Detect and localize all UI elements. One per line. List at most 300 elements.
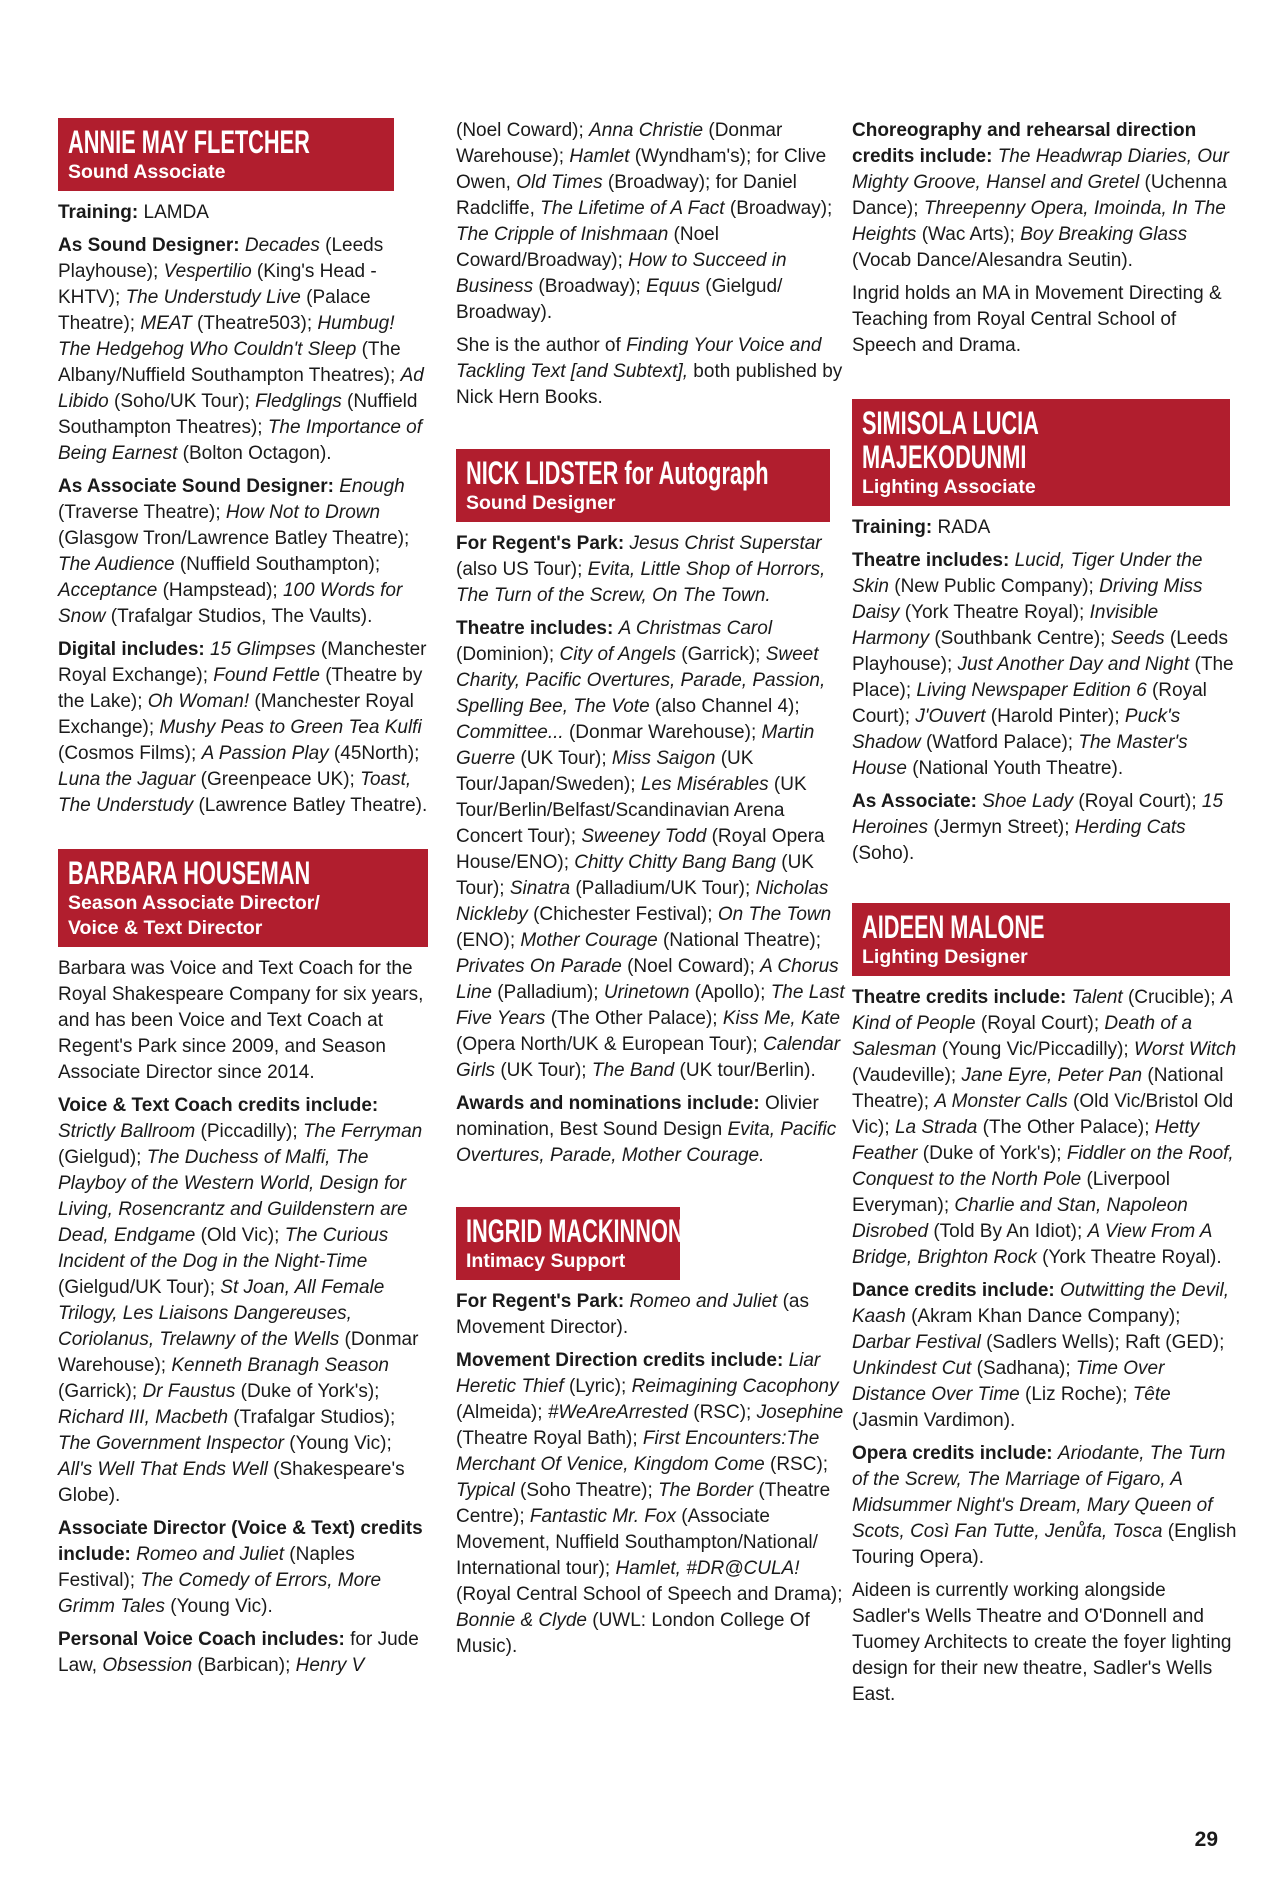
work-title: Invisible Harmony [852,602,1159,649]
profile-role: Season Associate Director/ [68,892,320,914]
credit-heading: Voice & Text Coach credits include: [58,1095,379,1116]
text-run: (Sadhana); [971,1358,1076,1379]
page-number: 29 [1194,1828,1218,1851]
work-title: Kiss Me, Kate [722,1008,841,1029]
text-run: (Soho/UK Tour); [108,391,256,412]
work-title: Ad Libido [58,365,424,412]
work-title: Hamlet [569,146,630,167]
work-title: A Monster Calls [934,1091,1068,1112]
profile-header [58,118,394,191]
profile-name: AIDEEN MALONE [862,909,1045,945]
work-title: Hetty Feather [852,1117,1200,1164]
work-title: Worst Witch [1134,1039,1237,1060]
paragraph [58,1093,430,1509]
text-run: (The Other Palace); [545,1008,723,1029]
credit-heading: As Sound Designer: [58,235,245,256]
column-1 [58,118,430,1709]
text-run: (Manchester Royal Exchange); [58,639,427,686]
text-run: (The Other Palace); [977,1117,1155,1138]
profile-name-line2: MAJEKODUNMI [862,439,1027,475]
work-title: The Last Five Years [456,982,845,1029]
work-title: Committee... [456,722,564,743]
work-title: Herding Cats [1074,817,1186,838]
paragraph [58,233,430,467]
work-title: Romeo and Juliet [136,1544,284,1565]
text-run: (Southbank Centre); [929,628,1111,649]
work-title: The Lifetime of A Fact [540,198,725,219]
work-title: First Encounters:The Merchant Of Venice, Kingdom Come [456,1428,820,1475]
paragraph [58,1516,430,1620]
text-run: (Palace Theatre); [58,287,371,334]
work-title: A Passion Play [201,743,329,764]
text-run: (Akram Khan Dance Company); [905,1306,1181,1327]
text-run: (Duke of York's); [235,1381,380,1402]
column-3 [852,118,1238,1738]
work-title: The Government Inspector [58,1433,284,1454]
work-title: Shoe Lady [982,791,1074,812]
credit-heading: For Regent's Park: [456,533,630,554]
credit-heading: Theatre includes: [456,618,619,639]
profile-name: ANNIE MAY FLETCHER [68,124,310,160]
work-title: Jesus Christ Superstar [629,533,822,554]
profile-name: NICK LIDSTER for Autograph [466,455,769,491]
credit-heading: As Associate Sound Designer: [58,476,340,497]
profile-name: SIMISOLA LUCIA [862,405,1039,441]
text-run: (Associate Movement, Nuffield Southampton/National/ International tour); [456,1506,818,1579]
work-title: 100 Words for Snow [58,580,403,627]
text-run: (Jasmin Vardimon). [852,1410,1016,1431]
profile-body [852,985,1238,1708]
work-title: Living Newspaper Edition 6 [916,680,1147,701]
work-title: Puck's Shadow [852,706,1181,753]
text-run: (Apollo); [689,982,771,1003]
paragraph [456,616,846,1084]
profile-header [852,399,1230,506]
text-run: (Donmar Warehouse); [456,120,783,167]
credit-heading: Training: [852,517,938,538]
credit-heading: Movement Direction credits include: [456,1350,789,1371]
text-run: (Uchenna Dance); [852,172,1227,219]
text-run: (Noel Coward/Broadway); [456,224,719,271]
paragraph [852,789,1238,867]
work-title: Finding Your Voice and Tackling Text [and Subtext], [456,335,822,382]
work-title: Talent [1071,987,1123,1008]
text-run: (Chichester Festival); [527,904,718,925]
paragraph [456,1289,846,1341]
text-run: (45North); [328,743,420,764]
work-title: Mushy Peas to Green Tea Kulfi [159,717,422,738]
text-run: (Old Vic/Bristol Old Vic); [852,1091,1234,1138]
profile-ingrid-mackinnon [456,1207,846,1660]
paragraph [58,200,430,226]
work-title: Time Over Distance Over Time [852,1358,1165,1405]
profile-role: Intimacy Support [466,1250,626,1272]
credit-heading: Opera credits include: [852,1443,1058,1464]
profile-header [852,903,1230,976]
profile-body [852,515,1238,867]
work-title: Privates On Parade [456,956,622,977]
work-title: Fledglings [255,391,342,412]
work-title: A Chorus Line [456,956,839,1003]
text-run: (also US Tour); [456,559,588,580]
text-run: (National Theatre); [657,930,822,951]
work-title: The Master's House [852,732,1188,779]
text-run: (Hampstead); [157,580,283,601]
work-title: The Duchess of Malfi, The Playboy of the Western World, Design for Living, Rosencrantz and Guildenstern are Dead, Endgame [58,1147,408,1246]
work-title: #WeAreArrested [547,1402,688,1423]
text-run: Ingrid holds an MA in Movement Directing & Teaching from Royal Central School of Speech and Drama. [852,283,1222,356]
text-run: (Palladium/UK Tour); [570,878,756,899]
work-title: Seeds [1110,628,1165,649]
work-title: Mother Courage [520,930,658,951]
text-run: (Noel Coward); [456,120,590,141]
work-title: Miss Saigon [611,748,716,769]
work-title: The Border [658,1480,754,1501]
work-title: Chitty Chitty Bang Bang [574,852,776,873]
work-title: City of Angels [559,644,676,665]
text-run: (Vaudeville); [852,1065,962,1086]
text-run: (Gielgud/ Broadway). [456,276,783,323]
text-run: (Gielgud/UK Tour); [58,1277,221,1298]
text-run: (Wyndham's); for Clive Owen, [456,146,827,193]
text-run: (Nuffield Southampton Theatres); [58,391,418,438]
text-run: (Broadway); [533,276,647,297]
text-run: (Theatre503); [191,313,318,334]
column-2 [456,118,846,1690]
work-title: Found Fettle [213,665,320,686]
text-run: (RSC); [764,1454,829,1475]
work-title: The Comedy of Errors, More Grimm Tales [58,1570,382,1617]
profile-body [58,956,430,1679]
credit-heading: Associate Director (Voice & Text) credits include: [58,1518,423,1565]
profile-barbara-houseman-continued [456,118,846,411]
text-run: (Noel Coward); [621,956,761,977]
work-title: Calendar Girls [456,1034,841,1081]
work-title: Equus [646,276,700,297]
work-title: Obsession [102,1655,193,1676]
text-run: (National Youth Theatre). [906,758,1124,779]
work-title: The Ferryman [302,1121,423,1142]
work-title: How to Succeed in Business [456,250,787,297]
text-run: (Palladium); [491,982,604,1003]
text-run: Aideen is currently working alongside Sadler's Wells Theatre and O'Donnell and Tuomey Architects to create the foyer lighting design for their new theatre, Sadler's Wells East. [852,1580,1232,1705]
text-run: (Naples Festival); [58,1544,355,1591]
work-title: Urinetown [603,982,690,1003]
text-run: (English Touring Opera). [852,1521,1237,1568]
paragraph [852,548,1238,782]
text-run: (UK Tour); [456,852,814,899]
credit-heading: For Regent's Park: [456,1291,630,1312]
work-title: Decades [244,235,320,256]
work-title: Reimagining Cacophony [631,1376,839,1397]
work-title: Boy Breaking Glass [1020,224,1188,245]
paragraph [456,333,846,411]
work-title: Romeo and Juliet [629,1291,778,1312]
text-run: (Watford Palace); [920,732,1079,753]
text-run: (UK Tour); [495,1060,592,1081]
credit-heading: Personal Voice Coach includes: [58,1629,351,1650]
work-title: Outwitting the Devil, Kaash [852,1280,1229,1327]
text-run: (Trafalgar Studios); [228,1407,396,1428]
work-title: Humbug! The Hedgehog Who Couldn't Sleep [58,313,395,360]
work-title: Sinatra [509,878,571,899]
profile-nick-lidster [456,449,846,1169]
text-run: (Nuffield Southampton); [174,554,381,575]
text-run: (Garrick); [676,644,766,665]
work-title: Richard III, Macbeth [58,1407,229,1428]
work-title: The Curious Incident of the Dog in the Night-Time [58,1225,389,1272]
text-run: (also Channel 4); [649,696,800,717]
paragraph [852,515,1238,541]
paragraph [456,531,846,609]
credit-heading: Awards and nominations include: [456,1093,765,1114]
work-title: Oh Woman! [147,691,250,712]
text-run: both published by Nick Hern Books. [456,361,843,408]
text-run: (UK tour/Berlin). [674,1060,816,1081]
text-run: (Bolton Octagon). [177,443,332,464]
credit-heading: Theatre includes: [852,550,1015,571]
text-run: (Shakespeare's Globe). [58,1459,405,1506]
work-title: St Joan, All Female Trilogy, Les Liaisons Dangereuses, Coriolanus, Trelawny of the Wells [58,1277,385,1350]
work-title: How Not to Drown [225,502,381,523]
text-run: (UK Tour/Japan/Sweden); [456,748,754,795]
work-title: Acceptance [58,580,158,601]
work-title: A Kind of People [852,987,1233,1034]
text-run: (Opera North/UK & European Tour); [456,1034,763,1055]
text-run: (Young Vic/Piccadilly); [936,1039,1134,1060]
work-title: Charlie and Stan, Napoleon Disrobed [852,1195,1188,1242]
work-title: On The Town [717,904,832,925]
profile-name: BARBARA HOUSEMAN [68,855,311,891]
profile-role: Lighting Associate [862,476,1036,498]
profile-body [456,1289,846,1660]
work-title: Liar Heretic Thief [456,1350,821,1397]
text-run: (Leeds Playhouse); [852,628,1228,675]
work-title: Bonnie & Clyde [456,1610,587,1631]
text-run: (Donmar Warehouse); [563,722,762,743]
text-run: (Lawrence Batley Theatre). [193,795,428,816]
profile-header [456,1207,684,1280]
work-title: Death of a Salesman [852,1013,1193,1060]
text-run: (Soho). [852,843,915,864]
profile-name: INGRID MACKINNON [466,1213,684,1249]
text-run: (Greenpeace UK); [195,769,361,790]
text-run: (Leeds Playhouse); [58,235,384,282]
credit-heading: Dance credits include: [852,1280,1061,1301]
text-run: (Lyric); [563,1376,632,1397]
paragraph [58,1627,430,1679]
work-title: All's Well That Ends Well [58,1459,268,1480]
work-title: Nicholas Nickleby [456,878,829,925]
text-run: (Sadlers Wells); Raft (GED); [980,1332,1225,1353]
text-run: RADA [937,517,991,538]
work-title: MEAT [140,313,192,334]
text-run: (Traverse Theatre); [58,502,226,523]
profile-simisola-lucia-majekodunmi [852,399,1238,867]
text-run: for Jude Law, [58,1629,419,1676]
text-run: (Dominion); [456,644,560,665]
work-title: Martin Guerre [456,722,815,769]
paragraph [852,118,1238,274]
text-run: (York Theatre Royal); [899,602,1090,623]
work-title: Fantastic Mr. Fox [529,1506,676,1527]
work-title: 15 Glimpses [210,639,316,660]
credit-heading: Choreography and rehearsal direction credits include: [852,120,1197,167]
text-run: (National Theatre); [852,1065,1224,1112]
text-run: (York Theatre Royal). [1036,1247,1222,1268]
work-title: Evita, Little Shop of Horrors, The Turn of the Screw, On The Town. [456,559,826,606]
text-run: She is the author of [456,335,627,356]
text-run: (Liverpool Everyman); [852,1169,1170,1216]
text-run: (Young Vic). [164,1596,273,1617]
profile-header [58,849,428,947]
work-title: Typical [456,1480,515,1501]
work-title: Evita, Pacific Overtures, Parade, Mother Courage. [456,1119,837,1166]
text-run: (Old Vic); [195,1225,285,1246]
work-title: A Christmas Carol [618,618,773,639]
text-run: (Theatre by the Lake); [58,665,423,712]
credit-heading: Training: [58,202,144,223]
text-run: (Told By An Idiot); [928,1221,1088,1242]
paragraph [58,637,430,819]
text-run: (Glasgow Tron/Lawrence Batley Theatre); [58,528,410,549]
work-title: Sweet Charity, Pacific Overtures, Parade, Passion, Spelling Bee, The Vote [456,644,826,717]
text-run: (Soho Theatre); [514,1480,659,1501]
work-title: J'Ouvert [915,706,986,727]
work-title: The Understudy Live [125,287,301,308]
text-run: (Trafalgar Studios, The Vaults). [105,606,373,627]
text-run: (Garrick); [58,1381,143,1402]
work-title: A View From A Bridge, Brighton Rock [852,1221,1212,1268]
text-run: (Donmar Warehouse); [58,1329,419,1376]
work-title: Dr Faustus [142,1381,236,1402]
profile-ingrid-mackinnon-continued [852,118,1238,359]
work-title: Kenneth Branagh Season [171,1355,389,1376]
text-run: (Broadway); for Daniel Radcliffe, [456,172,797,219]
work-title: Sweeney Todd [581,826,707,847]
credit-heading: As Associate: [852,791,983,812]
text-run: LAMDA [143,202,209,223]
work-title: Darbar Festival [852,1332,981,1353]
text-run: (Royal Opera House/ENO); [456,826,825,873]
work-title: Strictly Ballroom [58,1121,196,1142]
text-run: (RSC); [687,1402,757,1423]
text-run: (Jermyn Street); [928,817,1075,838]
work-title: Threepenny Opera, Imoinda, In The Heights [852,198,1226,245]
text-run: (Vocab Dance/Alesandra Seutin). [852,250,1133,271]
text-run: (The Place); [852,654,1234,701]
profile-role-line2: Voice & Text Director [68,917,263,939]
text-run: (Piccadilly); [195,1121,303,1142]
paragraph [852,281,1238,359]
credit-heading: Digital includes: [58,639,211,660]
work-title: Luna the Jaguar [58,769,196,790]
work-title: Driving Miss Daisy [852,576,1203,623]
text-run: (Royal Court); [1073,791,1202,812]
paragraph [456,1348,846,1660]
paragraph [852,985,1238,1271]
text-run: (Wac Arts); [916,224,1021,245]
work-title: Hamlet, #DR@CULA! [615,1558,800,1579]
text-run: (UWL: London College Of Music). [456,1610,810,1657]
work-title: Unkindest Cut [852,1358,972,1379]
text-run: (Harold Pinter); [985,706,1125,727]
text-run: (Royal Court); [852,680,1207,727]
work-title: Vespertilio [163,261,252,282]
work-title: Lucid, Tiger Under the Skin [852,550,1203,597]
work-title: La Strada [894,1117,978,1138]
profile-aideen-malone [852,903,1238,1708]
text-run: (as Movement Director). [456,1291,810,1338]
text-run: (Crucible); [1122,987,1221,1008]
text-run: (Liz Roche); [1019,1384,1133,1405]
work-title: Jane Eyre, Peter Pan [961,1065,1143,1086]
text-run: (ENO); [456,930,521,951]
text-run: (Royal Court); [975,1013,1105,1034]
paragraph [456,1091,846,1169]
work-title: Just Another Day and Night [957,654,1190,675]
work-title: Henry V [295,1655,365,1676]
text-run: (Gielgud); [58,1147,147,1168]
text-run: (Theatre Centre); [456,1480,831,1527]
paragraph [852,1441,1238,1571]
text-run: (Theatre Royal Bath); [456,1428,643,1449]
profile-role: Lighting Designer [862,946,1028,968]
text-run: (The Albany/Nuffield Southampton Theatres); [58,339,401,386]
paragraph [58,956,430,1086]
text-run: (Cosmos Films); [58,743,202,764]
work-title: Ariodante, The Turn of the Screw, The Marriage of Figaro, A Midsummer Night's Dream, Mary Queen of Scots, Così Fan Tutte, Jenůfa, Tosca [852,1443,1226,1542]
profile-header [456,449,830,522]
work-title: Josephine [756,1402,844,1423]
work-title: The Cripple of Inishmaan [456,224,669,245]
work-title: Anna Christie [589,120,704,141]
text-run: (Manchester Royal Exchange); [58,691,414,738]
text-run: (Duke of York's); [917,1143,1067,1164]
text-run: (UK Tour/Berlin/Belfast/Scandinavian Arena Concert Tour); [456,774,807,847]
work-title: The Audience [58,554,175,575]
text-run: (Broadway); [724,198,833,219]
text-run: (Royal Central School of Speech and Drama); [456,1584,843,1605]
text-run: (Almeida); [456,1402,548,1423]
work-title: Toast, The Understudy [58,769,412,816]
paragraph [852,1578,1238,1708]
profile-body [58,200,430,819]
work-title: The Headwrap Diaries, Our Mighty Groove, Hansel and Gretel [852,146,1229,193]
credit-heading: Theatre credits include: [852,987,1072,1008]
text-run: (UK Tour); [515,748,612,769]
work-title: Les Misérables [640,774,769,795]
text-run: (Barbican); [192,1655,296,1676]
work-title: Old Times [516,172,603,193]
work-title: The Band [591,1060,675,1081]
work-title: Tête [1132,1384,1171,1405]
profile-barbara-houseman [58,849,430,1679]
profile-role: Sound Designer [466,492,616,514]
work-title: The Importance of Being Earnest [58,417,423,464]
work-title: 15 Heroines [852,791,1224,838]
profile-role: Sound Associate [68,161,226,183]
text-run: Barbara was Voice and Text Coach for the Royal Shakespeare Company for six years, and has been Voice and Text Coach at Regent's Park since 2009, and Season Associate Director since 2014. [58,958,424,1083]
text-run: (New Public Company); [888,576,1100,597]
work-title: Enough [339,476,405,497]
text-run: (Young Vic); [284,1433,392,1454]
profile-annie-may-fletcher [58,118,430,819]
text-run: Olivier nomination, Best Sound Design [456,1093,819,1140]
work-title: Fiddler on the Roof, Conquest to the North Pole [852,1143,1234,1190]
text-run: (King's Head - KHTV); [58,261,377,308]
paragraph [852,1278,1238,1434]
